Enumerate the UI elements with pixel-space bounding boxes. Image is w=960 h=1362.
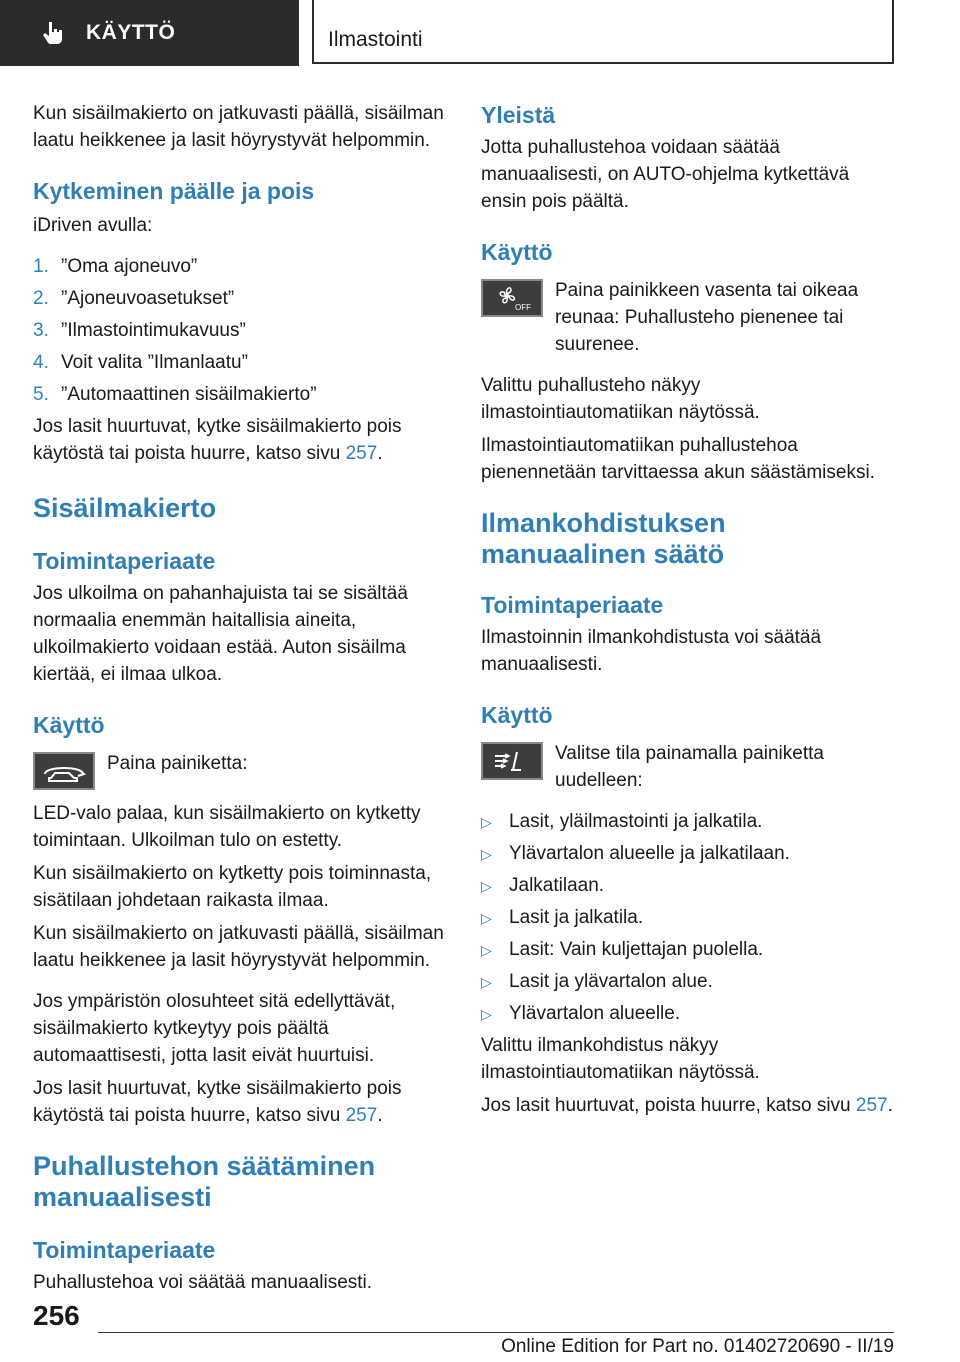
section-heading: Toimintaperiaate <box>33 1237 216 1263</box>
triangle-bullet-icon: ▷ <box>481 974 492 990</box>
step-number: 2. <box>33 288 49 309</box>
list-item <box>33 347 447 379</box>
mode-list <box>481 806 895 1030</box>
recirculation-car-icon <box>39 758 89 784</box>
recirculation-instruction <box>33 750 447 790</box>
chapter-header <box>312 0 894 64</box>
list-item <box>33 251 447 283</box>
fan-button <box>481 279 543 317</box>
page-link[interactable]: 257 <box>345 1105 378 1126</box>
page-link[interactable]: 257 <box>855 1095 888 1116</box>
triangle-bullet-icon: ▷ <box>481 1006 492 1022</box>
triangle-bullet-icon: ▷ <box>481 942 492 958</box>
step-text: ”Automaattinen sisäilmakierto” <box>61 384 317 405</box>
step-number: 5. <box>33 384 49 405</box>
chapter-title: Ilmastointi <box>328 28 423 51</box>
page-number: 256 <box>33 1300 80 1331</box>
step-number: 4. <box>33 352 49 373</box>
recirculation-button <box>33 752 95 790</box>
section-heading: Käyttö <box>481 239 553 265</box>
step-text: Voit valita ”Ilmanlaatu” <box>61 352 248 373</box>
list-item <box>481 870 895 902</box>
paragraph: Paina painiketta: <box>107 753 248 774</box>
paragraph: Kun sisäilmakierto on kytketty pois toiminnasta, sisätilaan johdetaan raikasta ilmaa. <box>33 863 432 911</box>
list-item <box>481 902 895 934</box>
step-number: 3. <box>33 320 49 341</box>
edition-note: Online Edition for Part no. 01402720690 - II/19 <box>501 1336 894 1357</box>
chapter-heading: Sisäilmakierto <box>33 493 217 523</box>
chapter-heading: Ilmankohdistuksen manuaalinen säätö <box>481 508 726 569</box>
step-number: 1. <box>33 256 49 277</box>
paragraph: Kun sisäilmakierto on jatkuvasti päällä, sisäilman laatu heikkenee ja lasit höyrystyvät helpommin. <box>33 923 444 971</box>
section-heading: Kytkeminen päälle ja pois <box>33 178 315 204</box>
right-column <box>481 100 895 1119</box>
pointing-hand-icon <box>40 20 66 46</box>
footer-divider <box>98 1332 894 1333</box>
left-column <box>33 100 447 1296</box>
list-item <box>33 379 447 411</box>
paragraph: Jos ympäristön olosuhteet sitä edellyttävät, sisäilmakierto kytkeytyy pois päältä automaattisesti, jotta lasit eivät huurtuisi. <box>33 991 396 1066</box>
paragraph: LED-valo palaa, kun sisäilmakierto on kytketty toimintaan. Ulkoilman tulo on estetty. <box>33 803 421 851</box>
mode-text: Lasit: Vain kuljettajan puolella. <box>509 939 764 960</box>
list-item <box>481 806 895 838</box>
svg-text:OFF: OFF <box>515 303 531 312</box>
step-text: ”Ajoneuvoasetukset” <box>61 288 235 309</box>
section-heading: Toimintaperiaate <box>33 548 216 574</box>
mode-text: Jalkatilaan. <box>509 875 605 896</box>
triangle-bullet-icon: ▷ <box>481 814 492 830</box>
page-link[interactable]: 257 <box>345 443 378 464</box>
paragraph: Jos ulkoilma on pahanhajuista tai se sisältää normaalia enemmän haitallisia aineita, ulkoilmakierto voidaan estää. Auton sisäilma kiertää, ei ilmaa ulkoa. <box>33 583 408 685</box>
list-item <box>33 283 447 315</box>
list-item <box>481 934 895 966</box>
air-distribution-icon <box>487 746 537 776</box>
step-list <box>33 251 447 411</box>
step-text: ”Oma ajoneuvo” <box>61 256 198 277</box>
list-item <box>33 315 447 347</box>
mode-text: Ylävartalon alueelle. <box>509 1003 681 1024</box>
paragraph: Jos lasit huurtuvat, kytke sisäilmakierto pois käytöstä tai poista huurre, katso sivu 257. <box>33 416 402 464</box>
paragraph: Jos lasit huurtuvat, kytke sisäilmakierto pois käytöstä tai poista huurre, katso sivu 257. <box>33 1078 402 1126</box>
list-item <box>481 966 895 998</box>
list-item <box>481 998 895 1030</box>
paragraph: Kun sisäilmakierto on jatkuvasti päällä, sisäilman laatu heikkenee ja lasit höyrystyvät helpommin. <box>33 103 444 151</box>
paragraph: Paina painikkeen vasenta tai oikeaa reunaa: Puhallusteho pienenee tai suurenee. <box>555 280 859 355</box>
section-heading: Käyttö <box>33 712 105 738</box>
triangle-bullet-icon: ▷ <box>481 846 492 862</box>
section-heading: Yleistä <box>481 102 556 128</box>
air-distribution-instruction <box>481 740 895 794</box>
fan-instruction <box>481 277 895 358</box>
paragraph: Valittu ilmankohdistus näkyy ilmastointiautomatiikan näytössä. <box>481 1035 760 1083</box>
mode-text: Lasit, yläilmastointi ja jalkatila. <box>509 811 763 832</box>
fan-off-icon <box>487 283 537 313</box>
section-tab-label: KÄYTTÖ <box>86 21 176 44</box>
triangle-bullet-icon: ▷ <box>481 878 492 894</box>
air-distribution-button <box>481 742 543 780</box>
paragraph: Ilmastoinnin ilmankohdistusta voi säätää manuaalisesti. <box>481 627 822 675</box>
section-tab[interactable] <box>0 0 299 66</box>
section-heading: Toimintaperiaate <box>481 592 664 618</box>
paragraph: Ilmastointiautomatiikan puhallustehoa pienennetään tarvittaessa akun säästämiseksi. <box>481 435 875 483</box>
mode-text: Lasit ja jalkatila. <box>509 907 644 928</box>
paragraph: Valitse tila painamalla painiketta uudelleen: <box>555 743 824 791</box>
list-item <box>481 838 895 870</box>
paragraph: Valittu puhallusteho näkyy ilmastointiautomatiikan näytössä. <box>481 375 760 423</box>
paragraph: Jos lasit huurtuvat, poista huurre, katso sivu 257. <box>481 1095 893 1116</box>
triangle-bullet-icon: ▷ <box>481 910 492 926</box>
chapter-heading: Puhallustehon säätäminen manuaalisesti <box>33 1151 376 1212</box>
paragraph: Puhallustehoa voi säätää manuaalisesti. <box>33 1272 373 1293</box>
paragraph: Jotta puhallustehoa voidaan säätää manuaalisesti, on AUTO-ohjelma kytkettävä ensin pois päältä. <box>481 137 850 212</box>
section-heading: Käyttö <box>481 702 553 728</box>
paragraph: iDriven avulla: <box>33 215 153 236</box>
mode-text: Lasit ja ylävartalon alue. <box>509 971 713 992</box>
step-text: ”Ilmastointimukavuus” <box>61 320 246 341</box>
mode-text: Ylävartalon alueelle ja jalkatilaan. <box>509 843 790 864</box>
